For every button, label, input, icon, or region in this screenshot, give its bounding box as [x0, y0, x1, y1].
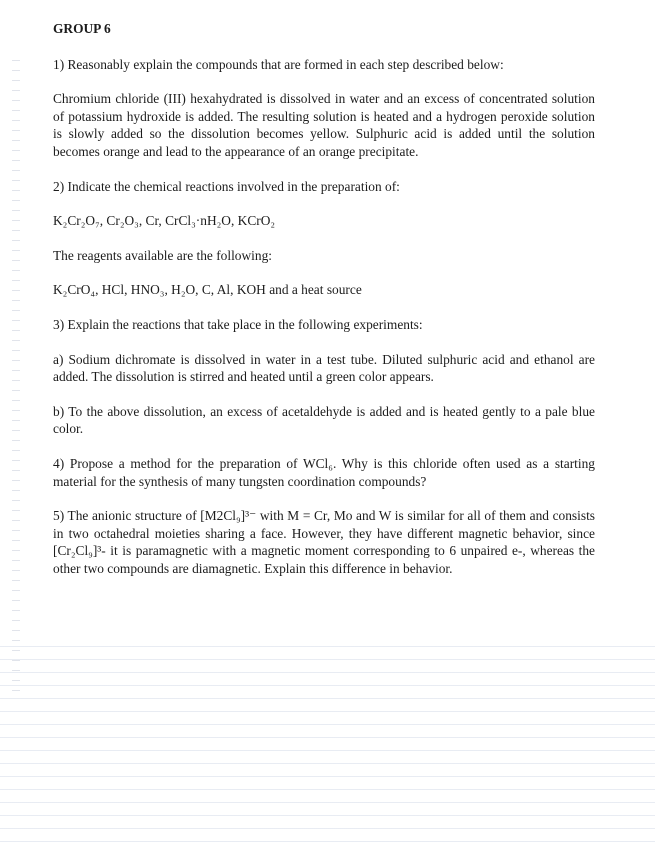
document-content: [53, 20, 595, 577]
question-3b: b) To the above dissolution, an excess of acetaldehyde is added and is heated gently to a pale blue color.: [53, 403, 595, 437]
question-3a: a) Sodium dichromate is dissolved in water in a test tube. Diluted sulphuric acid and ethanol are added. The dissolution is stirred and heated until a green color appears.: [53, 351, 595, 385]
margin-tick-marks: [12, 60, 20, 700]
question-4: 4) Propose a method for the preparation of WCl₆. Why is this chloride often used as a starting material for the synthesis of many tungsten coordination compounds?: [53, 455, 595, 489]
question-2-reagents: K₂CrO₄, HCl, HNO₃, H₂O, C, Al, KOH and a heat source: [53, 282, 362, 298]
question-2-reagents-intro: The reagents available are the following:: [53, 247, 272, 263]
group-heading: GROUP 6: [53, 21, 111, 36]
ruled-lines: [0, 646, 655, 848]
question-2-title: 2) Indicate the chemical reactions involved in the preparation of:: [53, 178, 400, 194]
question-2-compounds: K₂Cr₂O₇, Cr₂O₃, Cr, CrCl₃·nH₂O, KCrO₂: [53, 213, 276, 229]
question-3-title: 3) Explain the reactions that take place in the following experiments:: [53, 316, 423, 332]
question-1-body: Chromium chloride (III) hexahydrated is dissolved in water and an excess of concentrated solution of potassium hydroxide is added. The resulting solution is heated and a hydrogen peroxide solution is slowly added so the dissolution becomes yellow. Sulphuric acid is added until the solution becomes orange and lead to the appearance of an orange precipitate.: [53, 91, 595, 159]
question-5: 5) The anionic structure of [M2Cl₉]³⁻ with M = Cr, Mo and W is similar for all of them and consists in two octahedral moieties sharing a face. However, they have different magnetic behavior, since [Cr₂Cl₉]³- it is paramagnetic with a magnetic moment corresponding to 6 unpaired e-, whereas the other two compounds are diamagnetic. Explain this difference in behavior.: [53, 508, 595, 576]
question-1-title: 1) Reasonably explain the compounds that are formed in each step described below:: [53, 56, 504, 72]
